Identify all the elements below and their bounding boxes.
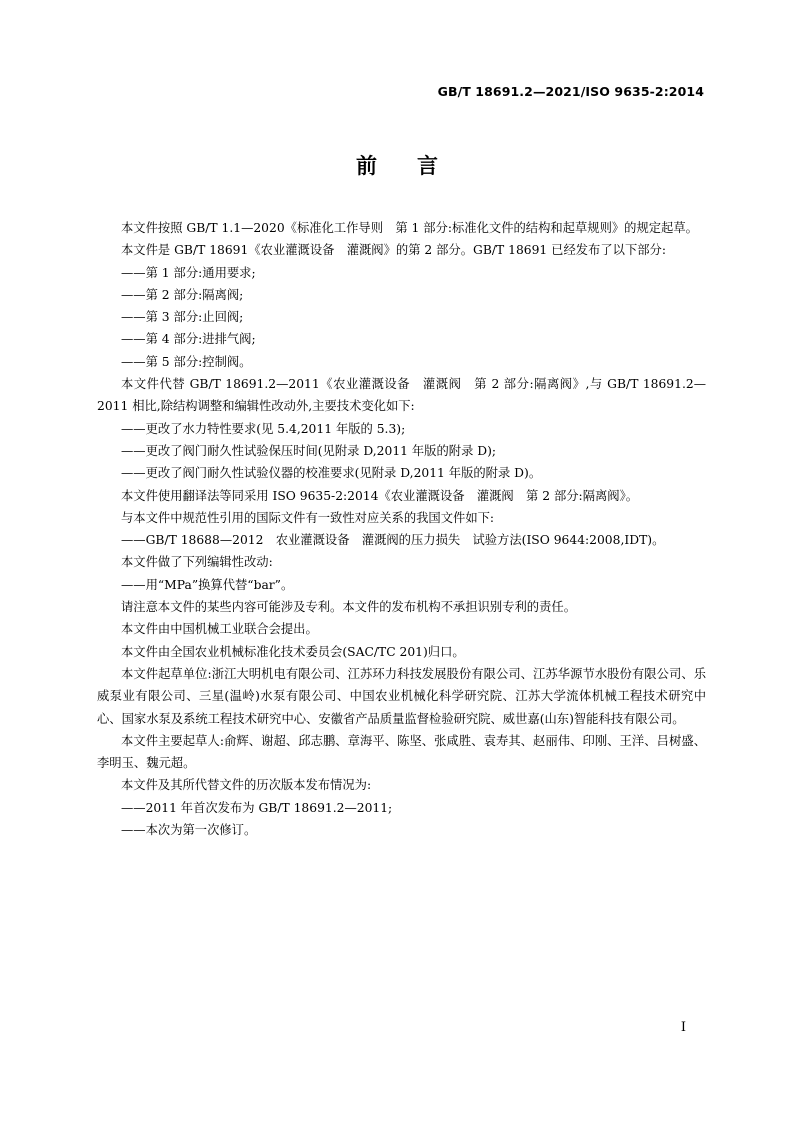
standard-code-header: GB/T 18691.2—2021/ISO 9635-2:2014 [437,84,704,99]
paragraph: 本文件主要起草人:俞辉、谢超、邱志鹏、章海平、陈坚、张咸胜、袁寿其、赵丽伟、印刚、王洋、吕树盛、李明玉、魏元超。 [97,733,706,771]
list-item: ——第 5 部分:控制阀。 [121,354,252,369]
paragraph: 本文件做了下列编辑性改动: [121,555,273,570]
paragraph: 本文件起草单位:浙江大明机电有限公司、江苏环力科技发展股份有限公司、江苏华源节水股份有限公司、乐威泵业有限公司、三星(温岭)水泵有限公司、中国农业机械化科学研究院、江苏大学流体机械工程技术研究中心、国家水泵及系统工程技术研究中心、安徽省产品质量监督检验研究院、威世嘉(山东)智能科技有限公司。 [97,666,706,726]
paragraph: 本文件使用翻译法等同采用 ISO 9635-2:2014《农业灌溉设备 灌溉阀 第 2 部分:隔离阀》。 [121,488,639,503]
paragraph: 本文件由中国机械工业联合会提出。 [121,622,318,637]
list-item: ——更改了阀门耐久性试验保压时间(见附录 D,2011 年版的附录 D); [121,443,497,458]
paragraph: 本文件及其所代替文件的历次版本发布情况为: [121,778,372,793]
list-item: ——第 2 部分:隔离阀; [121,287,244,302]
page-title: 前言 [356,154,478,178]
list-item: ——GB/T 18688—2012 农业灌溉设备 灌溉阀的压力损失 试验方法(ISO 9644:2008,IDT)。 [121,533,665,548]
list-item: ——更改了阀门耐久性试验仪器的校准要求(见附录 D,2011 年版的附录 D)。 [121,466,542,481]
list-item: ——更改了水力特性要求(见 5.4,2011 年版的 5.3); [121,421,406,436]
list-item: ——2011 年首次发布为 GB/T 18691.2—2011; [121,800,393,815]
list-item: ——第 3 部分:止回阀; [121,310,244,325]
list-item: ——第 1 部分:通用要求; [121,265,256,280]
list-item: ——本次为第一次修订。 [121,823,257,838]
paragraph: 本文件按照 GB/T 1.1—2020《标准化工作导则 第 1 部分:标准化文件的结构和起草规则》的规定起草。 [121,221,698,235]
foreword-body [97,217,706,841]
list-item: ——第 4 部分:进排气阀; [121,332,256,347]
list-item: ——用“MPa”换算代替“bar”。 [121,577,294,592]
paragraph: 本文件由全国农业机械标准化技术委员会(SAC/TC 201)归口。 [121,644,465,659]
paragraph: 本文件代替 GB/T 18691.2—2011《农业灌溉设备 灌溉阀 第 2 部分:隔离阀》,与 GB/T 18691.2—2011 相比,除结构调整和编辑性改动外,主要技术变化如下: [97,377,706,414]
paragraph: 本文件是 GB/T 18691《农业灌溉设备 灌溉阀》的第 2 部分。GB/T 18691 已经发布了以下部分: [121,243,666,258]
paragraph: 请注意本文件的某些内容可能涉及专利。本文件的发布机构不承担识别专利的责任。 [121,600,576,615]
page-number: I [680,1020,686,1035]
paragraph: 与本文件中规范性引用的国际文件有一致性对应关系的我国文件如下: [121,510,495,525]
